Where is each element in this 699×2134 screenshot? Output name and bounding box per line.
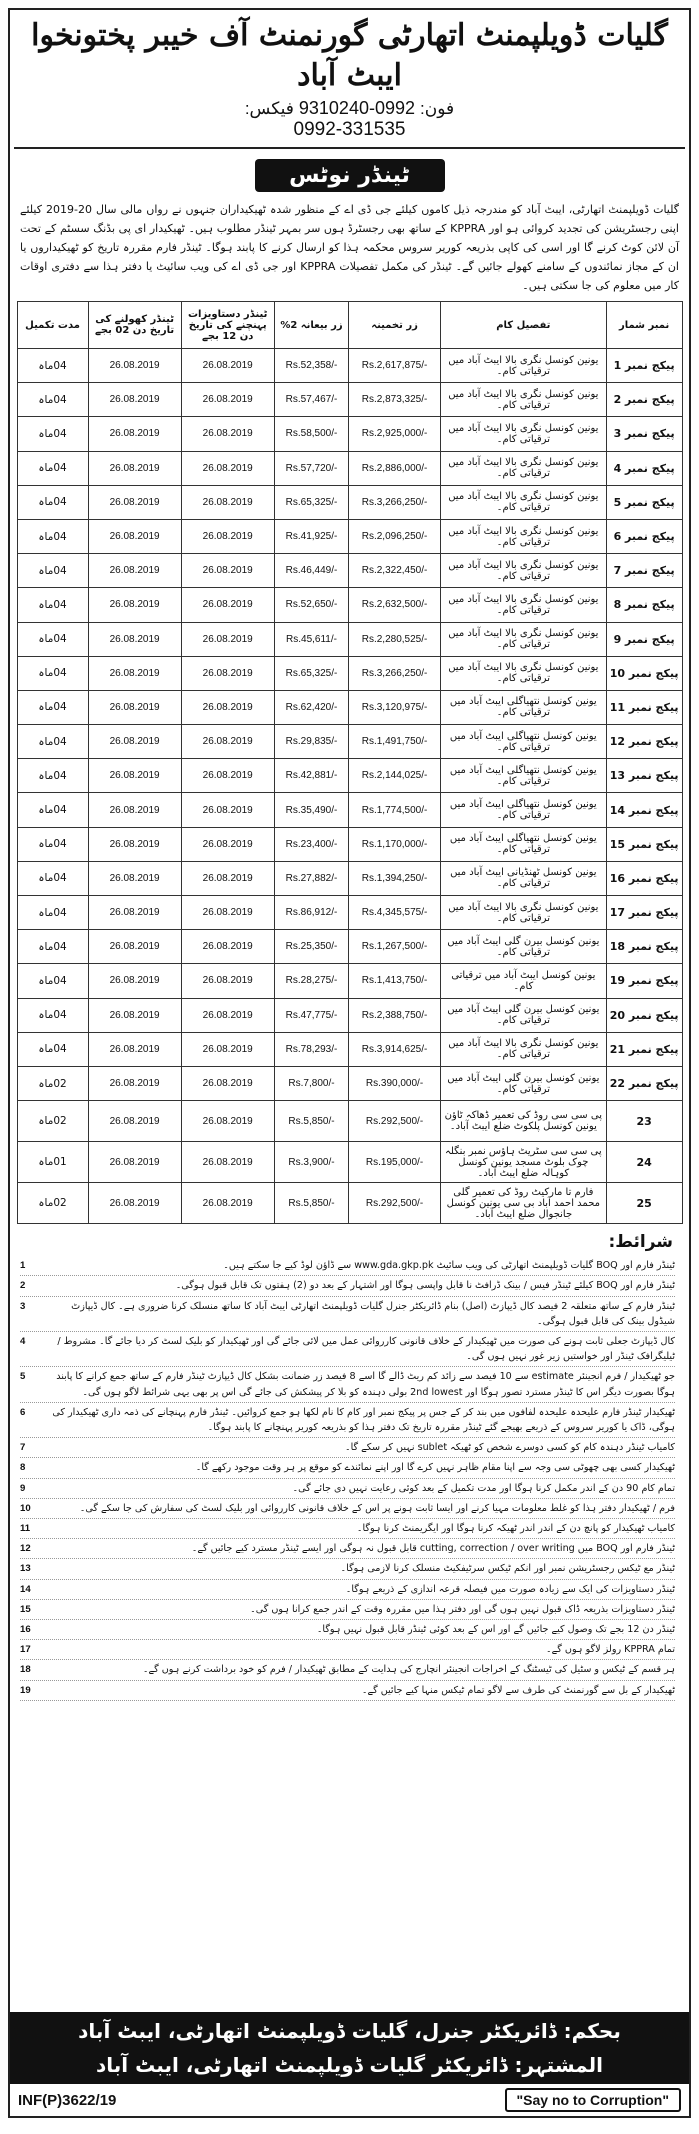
condition-number: 10 bbox=[20, 1502, 31, 1514]
cell-package-no: پیکج نمبر 17 bbox=[606, 896, 682, 930]
cell-estimated-cost: Rs.2,617,875/- bbox=[349, 349, 441, 383]
cell-description: یونین کونسل ٹھنڈیانی ایبٹ آباد میں ترقیاتی کام۔ bbox=[440, 861, 606, 895]
cell-opening-date: 26.08.2019 bbox=[88, 349, 181, 383]
cell-estimated-cost: Rs.2,388,750/- bbox=[349, 998, 441, 1032]
condition-text: ٹھیکیدار ٹینڈر فارم علیحدہ علیحدہ لفافوں میں بند کر کے جس پر پیکج نمبر اور کام کا نام لکھا ہو جمع کروائیں۔ ٹینڈر فارم پہنچانے کی ذمہ داری ٹھیکیدار کی ہوگی، ڈاک یا کوریر سروس کے ذریعے بھیجے گئے ٹینڈر مقررہ تاریخ تک دفتر ہذا کو بذریعہ کوریر پہنچانے کا پابند ہوگا۔ bbox=[52, 1406, 675, 1433]
cell-package-no: پیکج نمبر 8 bbox=[606, 588, 682, 622]
cell-opening-date: 26.08.2019 bbox=[88, 759, 181, 793]
cell-opening-date: 26.08.2019 bbox=[88, 656, 181, 690]
conditions-heading: شرائط: bbox=[608, 1232, 673, 1253]
cell-cdr: Rs.46,449/- bbox=[274, 554, 348, 588]
cell-receipt-date: 26.08.2019 bbox=[181, 861, 274, 895]
cell-opening-date: 26.08.2019 bbox=[88, 725, 181, 759]
cell-receipt-date: 26.08.2019 bbox=[181, 1183, 274, 1224]
cell-package-no: پیکج نمبر 5 bbox=[606, 485, 682, 519]
cell-cdr: Rs.52,650/- bbox=[274, 588, 348, 622]
table-row bbox=[17, 759, 682, 793]
fax-line bbox=[10, 119, 689, 141]
cell-package-no: پیکج نمبر 6 bbox=[606, 519, 682, 553]
cell-cdr: Rs.3,900/- bbox=[274, 1142, 348, 1183]
cell-completion-period: 04ماہ bbox=[17, 861, 88, 895]
condition-item bbox=[20, 1276, 675, 1296]
table-row bbox=[17, 725, 682, 759]
cell-package-no: پیکج نمبر 21 bbox=[606, 1032, 682, 1066]
footer-strip bbox=[10, 2084, 689, 2116]
condition-text: فرم / ٹھیکیدار دفتر ہذا کو غلط معلومات مہیا کرنے اور ایسا ثابت ہونے پر اس کے خلاف قانونی کارروائی اور بلیک لسٹ کی سفارش کی جا سکے گی۔ bbox=[79, 1502, 675, 1514]
cell-cdr: Rs.35,490/- bbox=[274, 793, 348, 827]
cell-completion-period: 02ماہ bbox=[17, 1101, 88, 1142]
col-header-cdr: زر بیعانہ 2% bbox=[274, 302, 348, 349]
cell-receipt-date: 26.08.2019 bbox=[181, 896, 274, 930]
condition-item bbox=[20, 1519, 675, 1539]
cell-completion-period: 04ماہ bbox=[17, 759, 88, 793]
cell-package-no: پیکج نمبر 3 bbox=[606, 417, 682, 451]
cell-estimated-cost: Rs.1,170,000/- bbox=[349, 827, 441, 861]
table-row bbox=[17, 827, 682, 861]
cell-opening-date: 26.08.2019 bbox=[88, 554, 181, 588]
cell-description: یونین کونسل نگری بالا ایبٹ آباد میں ترقیاتی کام۔ bbox=[440, 519, 606, 553]
col-header-serial: نمبر شمار bbox=[606, 302, 682, 349]
table-row bbox=[17, 930, 682, 964]
advertiser-line: المشتہر: ڈائریکٹر گلیات ڈویلپمنٹ اتھارٹی، ایبٹ آباد bbox=[96, 2053, 603, 2077]
cell-receipt-date: 26.08.2019 bbox=[181, 383, 274, 417]
table-body bbox=[17, 349, 682, 1224]
condition-text: ٹینڈر دستاویزات بذریعہ ڈاک قبول نہیں ہوں گی اور دفتر ہذا میں مقررہ وقت کے اندر جمع کرانا ہوں گی۔ bbox=[250, 1603, 675, 1615]
cell-completion-period: 04ماہ bbox=[17, 1032, 88, 1066]
condition-number: 19 bbox=[20, 1684, 31, 1696]
by-order-line: بحکم: ڈائریکٹر جنرل، گلیات ڈویلپمنٹ اتھارٹی، ایبٹ آباد bbox=[78, 2019, 621, 2043]
cell-completion-period: 04ماہ bbox=[17, 417, 88, 451]
cell-description: یونین کونسل نگری بالا ایبٹ آباد میں ترقیاتی کام۔ bbox=[440, 485, 606, 519]
cell-receipt-date: 26.08.2019 bbox=[181, 998, 274, 1032]
condition-item bbox=[20, 1600, 675, 1620]
condition-number: 3 bbox=[20, 1300, 26, 1312]
cell-receipt-date: 26.08.2019 bbox=[181, 725, 274, 759]
phone-number: 0992-9310240 bbox=[298, 98, 416, 118]
cell-completion-period: 02ماہ bbox=[17, 1183, 88, 1224]
condition-text: ٹینڈر فارم اور BOQ گلیات ڈویلپمنٹ اتھارٹی کی ویب سائیٹ www.gda.gkp.pk سے ڈاؤن لوڈ کیے جا سکتے ہیں۔ bbox=[223, 1260, 675, 1272]
cell-receipt-date: 26.08.2019 bbox=[181, 930, 274, 964]
condition-text: جو ٹھیکیدار / فرم انجینئر estimate سے 10 فیصد سے زائد کم ریٹ ڈالے گا اسے 8 فیصد زر ضمانت بشکل کال ڈیپازٹ ٹینڈر فارم کے ساتھ جمع کرانے کا پابند ہوگا بصورت دیگر اس کا ٹینڈر مسترد تصور ہوگا اور 2nd lowest بولی دہندہ کو بلا کر پیشکش کی جائے گی اس پر بھی یہی شرائط لاگو ہوں گی۔ bbox=[56, 1371, 675, 1398]
cell-description: یونین کونسل نگری بالا ایبٹ آباد میں ترقیاتی کام۔ bbox=[440, 349, 606, 383]
condition-number: 11 bbox=[20, 1522, 31, 1534]
cell-estimated-cost: Rs.4,345,575/- bbox=[349, 896, 441, 930]
table-row bbox=[17, 485, 682, 519]
cell-package-no: پیکج نمبر 11 bbox=[606, 690, 682, 724]
phone-label: فون: bbox=[420, 99, 455, 118]
cell-estimated-cost: Rs.2,322,450/- bbox=[349, 554, 441, 588]
table-row bbox=[17, 964, 682, 998]
cell-description: یونین کونسل نتھیاگلی ایبٹ آباد میں ترقیاتی کام۔ bbox=[440, 793, 606, 827]
cell-receipt-date: 26.08.2019 bbox=[181, 1066, 274, 1100]
cell-package-no: پیکج نمبر 12 bbox=[606, 725, 682, 759]
cell-package-no: پیکج نمبر 4 bbox=[606, 451, 682, 485]
condition-item bbox=[20, 1256, 675, 1276]
cell-estimated-cost: Rs.390,000/- bbox=[349, 1066, 441, 1100]
cell-package-no: 23 bbox=[606, 1101, 682, 1142]
table-header-row bbox=[17, 302, 682, 349]
cell-opening-date: 26.08.2019 bbox=[88, 827, 181, 861]
cell-estimated-cost: Rs.1,394,250/- bbox=[349, 861, 441, 895]
condition-item bbox=[20, 1499, 675, 1519]
cell-estimated-cost: Rs.3,120,975/- bbox=[349, 690, 441, 724]
cell-description: یونین کونسل نگری بالا ایبٹ آباد میں ترقیاتی کام۔ bbox=[440, 417, 606, 451]
condition-item bbox=[20, 1367, 675, 1402]
condition-number: 13 bbox=[20, 1563, 31, 1575]
cell-package-no: پیکج نمبر 9 bbox=[606, 622, 682, 656]
condition-item bbox=[20, 1479, 675, 1499]
cell-package-no: پیکج نمبر 18 bbox=[606, 930, 682, 964]
table-row bbox=[17, 554, 682, 588]
cell-cdr: Rs.57,467/- bbox=[274, 383, 348, 417]
condition-number: 4 bbox=[20, 1335, 26, 1347]
condition-number: 7 bbox=[20, 1442, 26, 1454]
table-row bbox=[17, 793, 682, 827]
cell-completion-period: 02ماہ bbox=[17, 1066, 88, 1100]
cell-opening-date: 26.08.2019 bbox=[88, 964, 181, 998]
condition-item bbox=[20, 1332, 675, 1367]
cell-estimated-cost: Rs.2,280,525/- bbox=[349, 622, 441, 656]
cell-package-no: پیکج نمبر 15 bbox=[606, 827, 682, 861]
cell-package-no: 24 bbox=[606, 1142, 682, 1183]
condition-item bbox=[20, 1620, 675, 1640]
condition-text: ہر قسم کے ٹیکس و سٹیل کی ٹیسٹنگ کے اخراجات انجینئر انچارج کی ہدایت کے مطابق ٹھیکیدار / فرم کو خود برداشت کرنے ہوں گے۔ bbox=[142, 1664, 675, 1676]
cell-estimated-cost: Rs.2,632,500/- bbox=[349, 588, 441, 622]
cell-completion-period: 04ماہ bbox=[17, 930, 88, 964]
cell-receipt-date: 26.08.2019 bbox=[181, 519, 274, 553]
cell-completion-period: 04ماہ bbox=[17, 690, 88, 724]
condition-item bbox=[20, 1458, 675, 1478]
col-header-opening-date: ٹینڈر کھولنے کی تاریخ دن 02 بجے bbox=[88, 302, 181, 349]
col-header-completion: مدت تکمیل bbox=[17, 302, 88, 349]
cell-completion-period: 04ماہ bbox=[17, 964, 88, 998]
cell-completion-period: 04ماہ bbox=[17, 588, 88, 622]
cell-package-no: پیکج نمبر 22 bbox=[606, 1066, 682, 1100]
fax-number: 0992-331535 bbox=[293, 119, 406, 140]
anti-corruption-slogan: "Say no to Corruption" bbox=[505, 2088, 682, 2112]
cell-cdr: Rs.86,912/- bbox=[274, 896, 348, 930]
condition-number: 8 bbox=[20, 1462, 26, 1474]
cell-completion-period: 04ماہ bbox=[17, 485, 88, 519]
cell-receipt-date: 26.08.2019 bbox=[181, 1032, 274, 1066]
cell-cdr: Rs.29,835/- bbox=[274, 725, 348, 759]
conditions-list bbox=[10, 1256, 689, 1701]
cell-package-no: پیکج نمبر 7 bbox=[606, 554, 682, 588]
cell-description: یونین کونسل نگری بالا ایبٹ آباد میں ترقیاتی کام۔ bbox=[440, 896, 606, 930]
cell-estimated-cost: Rs.1,267,500/- bbox=[349, 930, 441, 964]
cell-opening-date: 26.08.2019 bbox=[88, 998, 181, 1032]
cell-description: یونین کونسل نگری بالا ایبٹ آباد میں ترقیاتی کام۔ bbox=[440, 656, 606, 690]
cell-estimated-cost: Rs.195,000/- bbox=[349, 1142, 441, 1183]
cell-cdr: Rs.23,400/- bbox=[274, 827, 348, 861]
cell-opening-date: 26.08.2019 bbox=[88, 588, 181, 622]
cell-completion-period: 04ماہ bbox=[17, 383, 88, 417]
cell-package-no: پیکج نمبر 2 bbox=[606, 383, 682, 417]
cell-opening-date: 26.08.2019 bbox=[88, 1183, 181, 1224]
table-row bbox=[17, 1066, 682, 1100]
condition-item bbox=[20, 1539, 675, 1559]
cell-cdr: Rs.5,850/- bbox=[274, 1101, 348, 1142]
cell-completion-period: 04ماہ bbox=[17, 451, 88, 485]
cell-description: یونین کونسل نتھیاگلی ایبٹ آباد میں ترقیاتی کام۔ bbox=[440, 827, 606, 861]
cell-receipt-date: 26.08.2019 bbox=[181, 451, 274, 485]
cell-opening-date: 26.08.2019 bbox=[88, 1142, 181, 1183]
table-row bbox=[17, 656, 682, 690]
cell-cdr: Rs.65,325/- bbox=[274, 485, 348, 519]
cell-cdr: Rs.62,420/- bbox=[274, 690, 348, 724]
divider bbox=[14, 147, 685, 149]
col-header-estimated-cost: زر تخمینہ bbox=[349, 302, 441, 349]
cell-completion-period: 04ماہ bbox=[17, 349, 88, 383]
cell-cdr: Rs.47,775/- bbox=[274, 998, 348, 1032]
cell-package-no: پیکج نمبر 16 bbox=[606, 861, 682, 895]
table-row bbox=[17, 451, 682, 485]
table-row bbox=[17, 588, 682, 622]
footer bbox=[10, 2012, 689, 2116]
header bbox=[10, 16, 689, 141]
cell-description: یونین کونسل بیرن گلی ایبٹ آباد میں ترقیاتی کام۔ bbox=[440, 930, 606, 964]
condition-number: 18 bbox=[20, 1664, 31, 1676]
cell-receipt-date: 26.08.2019 bbox=[181, 690, 274, 724]
cell-cdr: Rs.58,500/- bbox=[274, 417, 348, 451]
cell-package-no: پیکج نمبر 19 bbox=[606, 964, 682, 998]
cell-cdr: Rs.78,293/- bbox=[274, 1032, 348, 1066]
condition-number: 5 bbox=[20, 1371, 26, 1383]
cell-receipt-date: 26.08.2019 bbox=[181, 793, 274, 827]
cell-description: یونین کونسل نگری بالا ایبٹ آباد میں ترقیاتی کام۔ bbox=[440, 554, 606, 588]
condition-text: ٹھیکیدار کے بل سے گورنمنٹ کی طرف سے لاگو تمام ٹیکس منہا کیے جائیں گے۔ bbox=[361, 1684, 675, 1696]
cell-estimated-cost: Rs.2,096,250/- bbox=[349, 519, 441, 553]
condition-text: ٹینڈر فارم کے ساتھ متعلقہ 2 فیصد کال ڈیپازٹ (اصل) بنام ڈائریکٹر جنرل گلیات ڈویلپمنٹ اتھارٹی ایبٹ آباد کا ساتھ منسلک کرنا ضروری ہے۔ کال ڈیپازٹ شیڈول بینک کی قابل قبول ہوگی۔ bbox=[71, 1300, 675, 1327]
cell-description: یونین کونسل نتھیاگلی ایبٹ آباد میں ترقیاتی کام۔ bbox=[440, 690, 606, 724]
table-row bbox=[17, 690, 682, 724]
table-row bbox=[17, 1032, 682, 1066]
cell-description: پی سی سی سٹریٹ ہاؤس نمبر بنگلہ چوک بلوٹ مسجد یونین کونسل کوہالہ ضلع ایبٹ آباد۔ bbox=[440, 1142, 606, 1183]
cell-cdr: Rs.41,925/- bbox=[274, 519, 348, 553]
cell-estimated-cost: Rs.2,925,000/- bbox=[349, 417, 441, 451]
condition-text: ٹینڈر فارم اور BOQ میں cutting, correction / over writing قابل قبول نہ ہوگی اور ایسے ٹینڈر مسترد کیے جائیں گے۔ bbox=[191, 1543, 675, 1555]
condition-item bbox=[20, 1403, 675, 1438]
cell-estimated-cost: Rs.1,491,750/- bbox=[349, 725, 441, 759]
condition-number: 6 bbox=[20, 1406, 26, 1418]
table-row bbox=[17, 622, 682, 656]
condition-text: ٹینڈر دن 12 بجے تک وصول کیے جائیں گے اور اس کے بعد کوئی ٹینڈر قابل قبول نہیں ہوگا۔ bbox=[316, 1623, 675, 1635]
cell-receipt-date: 26.08.2019 bbox=[181, 1101, 274, 1142]
cell-estimated-cost: Rs.3,266,250/- bbox=[349, 485, 441, 519]
table-row bbox=[17, 1101, 682, 1142]
cell-cdr: Rs.5,850/- bbox=[274, 1183, 348, 1224]
condition-number: 16 bbox=[20, 1623, 31, 1635]
cell-estimated-cost: Rs.3,914,625/- bbox=[349, 1032, 441, 1066]
condition-item bbox=[20, 1681, 675, 1701]
cell-description: یونین کونسل بیرن گلی ایبٹ آباد میں ترقیاتی کام۔ bbox=[440, 1066, 606, 1100]
order-banner bbox=[10, 2012, 689, 2084]
cell-completion-period: 04ماہ bbox=[17, 827, 88, 861]
cell-cdr: Rs.65,325/- bbox=[274, 656, 348, 690]
cell-receipt-date: 26.08.2019 bbox=[181, 485, 274, 519]
cell-opening-date: 26.08.2019 bbox=[88, 417, 181, 451]
cell-opening-date: 26.08.2019 bbox=[88, 519, 181, 553]
cell-opening-date: 26.08.2019 bbox=[88, 1066, 181, 1100]
cell-opening-date: 26.08.2019 bbox=[88, 451, 181, 485]
cell-completion-period: 04ماہ bbox=[17, 896, 88, 930]
cell-package-no: 25 bbox=[606, 1183, 682, 1224]
condition-text: ٹینڈر مع ٹیکس رجسٹریشن نمبر اور انکم ٹیکس سرٹیفکیٹ منسلک کرنا لازمی ہوگا۔ bbox=[340, 1563, 675, 1575]
table-row bbox=[17, 417, 682, 451]
condition-text: ٹھیکیدار کسی بھی چھوٹی سی وجہ سے اپنا مقام ظاہر نہیں کرے گا اور اپنے نمائندے کو موقع پر ہر وقت موجود رکھے گا۔ bbox=[195, 1462, 675, 1474]
contact-line bbox=[10, 98, 689, 119]
cell-opening-date: 26.08.2019 bbox=[88, 1101, 181, 1142]
cell-opening-date: 26.08.2019 bbox=[88, 383, 181, 417]
cell-completion-period: 04ماہ bbox=[17, 656, 88, 690]
cell-opening-date: 26.08.2019 bbox=[88, 1032, 181, 1066]
cell-receipt-date: 26.08.2019 bbox=[181, 964, 274, 998]
condition-text: کامیاب ٹینڈر دہندہ کام کو کسی دوسرے شخص کو ٹھیکہ sublet نہیں کر سکے گا۔ bbox=[344, 1442, 675, 1454]
cell-opening-date: 26.08.2019 bbox=[88, 896, 181, 930]
condition-number: 14 bbox=[20, 1583, 31, 1595]
cell-cdr: Rs.28,275/- bbox=[274, 964, 348, 998]
cell-description: یونین کونسل نگری بالا ایبٹ آباد میں ترقیاتی کام۔ bbox=[440, 622, 606, 656]
condition-item bbox=[20, 1640, 675, 1660]
cell-description: یونین کونسل نگری بالا ایبٹ آباد میں ترقیاتی کام۔ bbox=[440, 1032, 606, 1066]
col-header-description: تفصیل کام bbox=[440, 302, 606, 349]
cell-cdr: Rs.52,358/- bbox=[274, 349, 348, 383]
condition-number: 2 bbox=[20, 1280, 26, 1292]
cell-package-no: پیکج نمبر 20 bbox=[606, 998, 682, 1032]
condition-item bbox=[20, 1559, 675, 1579]
cell-estimated-cost: Rs.1,413,750/- bbox=[349, 964, 441, 998]
table-row bbox=[17, 383, 682, 417]
cell-description: یونین کونسل نگری بالا ایبٹ آباد میں ترقیاتی کام۔ bbox=[440, 383, 606, 417]
condition-number: 17 bbox=[20, 1644, 31, 1656]
cell-estimated-cost: Rs.3,266,250/- bbox=[349, 656, 441, 690]
table-row bbox=[17, 1142, 682, 1183]
condition-number: 12 bbox=[20, 1543, 31, 1555]
cell-description: یونین کونسل نگری بالا ایبٹ آباد میں ترقیاتی کام۔ bbox=[440, 451, 606, 485]
cell-package-no: پیکج نمبر 13 bbox=[606, 759, 682, 793]
condition-item bbox=[20, 1297, 675, 1332]
fax-label: فیکس: bbox=[244, 99, 294, 118]
notice-banner: ٹینڈر نوٹس bbox=[255, 159, 445, 192]
cell-receipt-date: 26.08.2019 bbox=[181, 349, 274, 383]
condition-item bbox=[20, 1580, 675, 1600]
condition-text: کامیاب ٹھیکیدار کو پانچ دن کے اندر اندر ٹھیکہ کرنا ہوگا اور ایگریمنٹ کرنا ہوگا۔ bbox=[356, 1522, 675, 1534]
table-row bbox=[17, 861, 682, 895]
cell-cdr: Rs.42,881/- bbox=[274, 759, 348, 793]
cell-description: یونین کونسل بیرن گلی ایبٹ آباد میں ترقیاتی کام۔ bbox=[440, 998, 606, 1032]
cell-receipt-date: 26.08.2019 bbox=[181, 588, 274, 622]
condition-text: ٹینڈر فارم اور BOQ کیلئے ٹینڈر فیس / بینک ڈرافٹ نا قابل واپسی ہوگا اور اشتہار کے بعد دو (2) ہفتوں تک قابل قبول ہوگی۔ bbox=[175, 1280, 675, 1292]
cell-opening-date: 26.08.2019 bbox=[88, 485, 181, 519]
cell-cdr: Rs.27,882/- bbox=[274, 861, 348, 895]
cell-package-no: پیکج نمبر 1 bbox=[606, 349, 682, 383]
cell-completion-period: 04ماہ bbox=[17, 725, 88, 759]
condition-text: ٹینڈر دستاویزات کی ایک سے زیادہ صورت میں فیصلہ قرعہ اندازی کے ذریعے ہوگا۔ bbox=[345, 1583, 675, 1595]
cell-receipt-date: 26.08.2019 bbox=[181, 1142, 274, 1183]
cell-cdr: Rs.25,350/- bbox=[274, 930, 348, 964]
table-row bbox=[17, 519, 682, 553]
inf-number: INF(P)3622/19 bbox=[18, 2091, 117, 2109]
cell-opening-date: 26.08.2019 bbox=[88, 793, 181, 827]
condition-number: 15 bbox=[20, 1603, 31, 1615]
cell-completion-period: 04ماہ bbox=[17, 519, 88, 553]
cell-receipt-date: 26.08.2019 bbox=[181, 622, 274, 656]
cell-completion-period: 04ماہ bbox=[17, 554, 88, 588]
cell-estimated-cost: Rs.1,774,500/- bbox=[349, 793, 441, 827]
cell-estimated-cost: Rs.2,873,325/- bbox=[349, 383, 441, 417]
cell-package-no: پیکج نمبر 10 bbox=[606, 656, 682, 690]
cell-description: یونین کونسل نتھیاگلی ایبٹ آباد میں ترقیاتی کام۔ bbox=[440, 759, 606, 793]
tender-table bbox=[17, 301, 683, 1224]
cell-completion-period: 04ماہ bbox=[17, 622, 88, 656]
table-row bbox=[17, 349, 682, 383]
cell-opening-date: 26.08.2019 bbox=[88, 690, 181, 724]
condition-number: 9 bbox=[20, 1482, 26, 1494]
cell-receipt-date: 26.08.2019 bbox=[181, 759, 274, 793]
cell-opening-date: 26.08.2019 bbox=[88, 861, 181, 895]
cell-completion-period: 04ماہ bbox=[17, 793, 88, 827]
condition-text: تمام کام 90 دن کے اندر مکمل کرنا ہوگا اور مدت تکمیل کے بعد کوئی رعایت نہیں دی جائے گی۔ bbox=[292, 1482, 675, 1494]
condition-number: 1 bbox=[20, 1260, 26, 1272]
cell-opening-date: 26.08.2019 bbox=[88, 930, 181, 964]
cell-package-no: پیکج نمبر 14 bbox=[606, 793, 682, 827]
cell-cdr: Rs.45,611/- bbox=[274, 622, 348, 656]
table-row bbox=[17, 1183, 682, 1224]
cell-description: یونین کونسل نتھیاگلی ایبٹ آباد میں ترقیاتی کام۔ bbox=[440, 725, 606, 759]
cell-cdr: Rs.57,720/- bbox=[274, 451, 348, 485]
cell-receipt-date: 26.08.2019 bbox=[181, 827, 274, 861]
cell-receipt-date: 26.08.2019 bbox=[181, 554, 274, 588]
table-row bbox=[17, 998, 682, 1032]
condition-text: کال ڈیپازٹ جعلی ثابت ہونے کی صورت میں ٹھیکیدار کے خلاف قانونی کارروائی عمل میں لائی جائے گی اور ٹھیکیدار کو بلیک لسٹ کر دیا جائے گا۔ مشروط / ٹیلیگرافک ٹینڈر اور خواستیں زیر غور نہیں ہوں گی۔ bbox=[57, 1335, 675, 1363]
tender-notice-page bbox=[8, 8, 691, 2118]
cell-estimated-cost: Rs.292,500/- bbox=[349, 1101, 441, 1142]
cell-description: فارم تا مارکیٹ روڈ کی تعمیر گلی محمد احمد آباد بی سی یونین کونسل جانجوال ضلع ایبٹ آباد۔ bbox=[440, 1183, 606, 1224]
cell-description: پی سی سی روڈ کی تعمیر ڈھاکہ ٹاؤن یونین کونسل پلکوٹ ضلع ایبٹ آباد۔ bbox=[440, 1101, 606, 1142]
cell-completion-period: 01ماہ bbox=[17, 1142, 88, 1183]
cell-estimated-cost: Rs.292,500/- bbox=[349, 1183, 441, 1224]
cell-estimated-cost: Rs.2,886,000/- bbox=[349, 451, 441, 485]
cell-opening-date: 26.08.2019 bbox=[88, 622, 181, 656]
intro-paragraph: گلیات ڈویلپمنٹ اتھارٹی، ایبٹ آباد کو مندرجہ ذیل کاموں کیلئے جی ڈی اے کے منظور شدہ ٹھیکیداران جنہوں نے رواں مالی سال 20-2019 کیلئے اپنی رجسٹریشن کی تجدید کروائی ہو اور KPPRA کے ساتھ بھی رجسٹرڈ ہوں سر بمہر ٹینڈر مطلوب ہیں۔ ٹھیکیدار ای پی بڈنگ سسٹم کے تحت آن لائن کوٹ کرنے گا اور اسی کی کاپی بذریعہ کوریر سروس محکمہ ہذا کو ارسال کرنے کا پابند ہوگا۔ ٹینڈر فارم مقررہ تاریخ کو ٹھیکیداروں یا ان کے مجاز نمائندوں کے سامنے کھولے جائیں گے۔ ٹینڈر کی مکمل تفصیلات KPPRA اور جی ڈی اے کی ویب سائیٹ یا دفتر ہذا سے دفتری اوقات کار میں معلوم کی جا سکتی ہیں۔ bbox=[20, 203, 679, 292]
condition-item bbox=[20, 1660, 675, 1680]
col-header-receipt-date: ٹینڈر دستاویزات پہنچنے کی تاریخ دن 12 بجے bbox=[181, 302, 274, 349]
cell-description: یونین کونسل نگری بالا ایبٹ آباد میں ترقیاتی کام۔ bbox=[440, 588, 606, 622]
condition-text: تمام KPPRA رولز لاگو ہوں گے۔ bbox=[546, 1644, 675, 1656]
cell-completion-period: 04ماہ bbox=[17, 998, 88, 1032]
cell-estimated-cost: Rs.2,144,025/- bbox=[349, 759, 441, 793]
cell-receipt-date: 26.08.2019 bbox=[181, 656, 274, 690]
condition-item bbox=[20, 1438, 675, 1458]
cell-description: یونین کونسل ایبٹ آباد میں ترقیاتی کام۔ bbox=[440, 964, 606, 998]
cell-cdr: Rs.7,800/- bbox=[274, 1066, 348, 1100]
page-title: گلیات ڈویلپمنٹ اتھارٹی گورنمنٹ آف خیبر پختونخوا ایبٹ آباد bbox=[31, 18, 668, 93]
cell-receipt-date: 26.08.2019 bbox=[181, 417, 274, 451]
table-row bbox=[17, 896, 682, 930]
